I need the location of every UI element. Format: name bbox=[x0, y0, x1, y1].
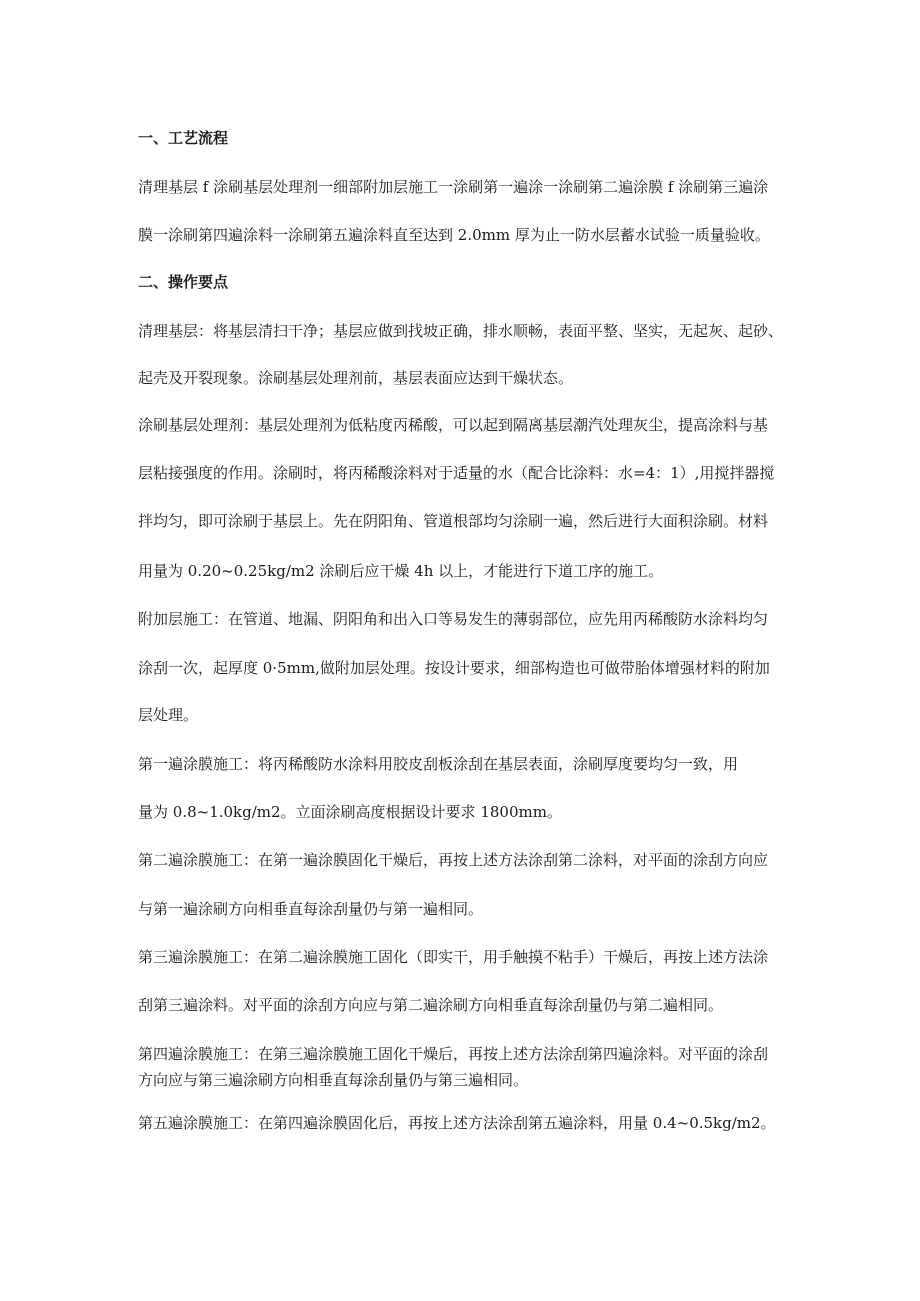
paragraph-primer-line: 拌均匀，即可涂刷于基层上。先在阴阳角、管道根部均匀涂刷一遍，然后进行大面积涂刷。材料 bbox=[138, 512, 769, 530]
paragraph-fourth-coat-line: 方向应与第三遍涂刷方向相垂直每涂刮量仍与第三遍相同。 bbox=[138, 1071, 529, 1089]
paragraph-clean-base-line: 清理基层：将基层清扫干净；基层应做到找坡正确，排水顺畅，表面平整、坚实，无起灰、起砂、 bbox=[138, 322, 784, 340]
section-1-line: 清理基层 f 涂刷基层处理剂一细部附加层施工一涂刷第一遍涂一涂刷第二遍涂膜 f 涂刷第三遍涂 bbox=[138, 178, 769, 196]
paragraph-third-coat-line: 第三遍涂膜施工：在第二遍涂膜施工固化（即实干，用手触摸不粘手）干燥后，再按上述方法涂 bbox=[138, 948, 769, 966]
paragraph-additional-layer-line: 附加层施工：在管道、地漏、阴阳角和出入口等易发生的薄弱部位，应先用丙稀酸防水涂料均匀 bbox=[138, 610, 769, 628]
paragraph-clean-base-line: 起壳及开裂现象。涂刷基层处理剂前，基层表面应达到干燥状态。 bbox=[138, 369, 574, 387]
paragraph-additional-layer-line: 涂刮一次，起厚度 0·5mm,做附加层处理。按设计要求，细部构造也可做带胎体增强材料的附加 bbox=[138, 659, 770, 677]
section-1-line: 膜一涂刷第四遍涂料一涂刷第五遍涂料直至达到 2.0mm 厚为止一防水层蓄水试验一质量验收。 bbox=[138, 226, 770, 244]
paragraph-primer-line: 用量为 0.20~0.25kg/m2 涂刷后应干燥 4h 以上，才能进行下道工序的施工。 bbox=[138, 562, 664, 580]
paragraph-first-coat-line: 第一遍涂膜施工：将丙稀酸防水涂料用胶皮刮板涂刮在基层表面，涂刷厚度要均匀一致，用 bbox=[138, 755, 739, 773]
paragraph-additional-layer-line: 层处理。 bbox=[138, 706, 199, 724]
paragraph-fifth-coat-line: 第五遍涂膜施工：在第四遍涂膜固化后，再按上述方法涂刮第五遍涂料，用量 0.4~0.5kg/m2。 bbox=[138, 1114, 776, 1132]
section-1-heading: 一、工艺流程 bbox=[138, 129, 229, 147]
paragraph-first-coat-line: 量为 0.8~1.0kg/m2。立面涂刷高度根据设计要求 1800mm。 bbox=[138, 803, 562, 821]
paragraph-third-coat-line: 刮第三遍涂料。对平面的涂刮方向应与第二遍涂刷方向相垂直每涂刮量仍与第二遍相同。 bbox=[138, 996, 724, 1014]
paragraph-primer-line: 涂刷基层处理剂：基层处理剂为低粘度丙稀酸，可以起到隔离基层潮汽处理灰尘，提高涂料与基 bbox=[138, 416, 769, 434]
paragraph-second-coat-line: 与第一遍涂刷方向相垂直每涂刮量仍与第一遍相同。 bbox=[138, 900, 484, 918]
paragraph-primer-line: 层粘接强度的作用。涂刷时，将丙稀酸涂料对于适量的水（配合比涂料：水=4：1）,用搅拌器搅 bbox=[138, 464, 775, 482]
paragraph-second-coat-line: 第二遍涂膜施工：在第一遍涂膜固化干燥后，再按上述方法涂刮第二涂料，对平面的涂刮方向应 bbox=[138, 851, 769, 869]
section-2-heading: 二、操作要点 bbox=[138, 273, 229, 291]
paragraph-fourth-coat-line: 第四遍涂膜施工：在第三遍涂膜施工固化干燥后，再按上述方法涂刮第四遍涂料。对平面的涂刮 bbox=[138, 1045, 769, 1063]
